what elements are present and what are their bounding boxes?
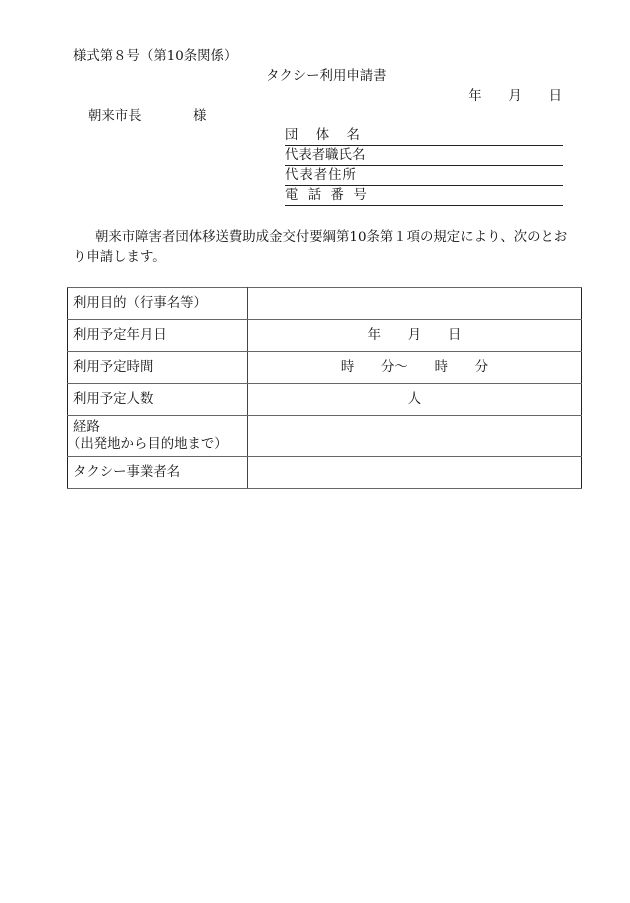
row-value-headcount: 人 — [248, 384, 582, 416]
row-label-route — [68, 416, 248, 457]
applicant-field-representative-title-name: 代表者職氏名 — [285, 146, 563, 166]
table-row — [68, 352, 582, 384]
document-title: タクシー利用申請書 — [266, 69, 387, 84]
table-row — [68, 384, 582, 416]
applicant-field-phone-number: 電 話 番 号 — [285, 186, 563, 206]
row-label-date: 利用予定年月日 — [68, 320, 248, 352]
row-value-date: 年 月 日 — [248, 320, 582, 352]
applicant-field-group-name: 団 体 名 — [285, 126, 563, 146]
table-row — [68, 288, 582, 320]
route-label: 経路 — [73, 420, 100, 435]
table-row — [68, 457, 582, 489]
applicant-block — [285, 126, 563, 206]
row-value-time: 時 分～ 時 分 — [248, 352, 582, 384]
table-row — [68, 320, 582, 352]
body-text-line: り申請します。 — [73, 250, 166, 265]
row-value-purpose — [248, 288, 582, 320]
form-number: 様式第８号（第10条関係） — [73, 49, 238, 64]
row-label-taxi-company: タクシー事業者名 — [68, 457, 248, 489]
row-value-taxi-company — [248, 457, 582, 489]
addressee-name: 朝来市長 — [88, 109, 142, 124]
addressee-honorific: 様 — [193, 109, 207, 124]
route-sublabel: （出発地から目的地まで） — [67, 437, 228, 452]
table-row — [68, 416, 582, 457]
row-value-route — [248, 416, 582, 457]
applicant-field-representative-address: 代表者住所 — [285, 166, 563, 186]
row-label-time: 利用予定時間 — [68, 352, 248, 384]
request-table — [67, 287, 582, 489]
row-label-headcount: 利用予定人数 — [68, 384, 248, 416]
date-line: 年 月 日 — [468, 89, 562, 104]
row-label-purpose: 利用目的（行事名等） — [68, 288, 248, 320]
body-text-line: 朝来市障害者団体移送費助成金交付要綱第10条第１項の規定により、次のとお — [95, 230, 568, 245]
